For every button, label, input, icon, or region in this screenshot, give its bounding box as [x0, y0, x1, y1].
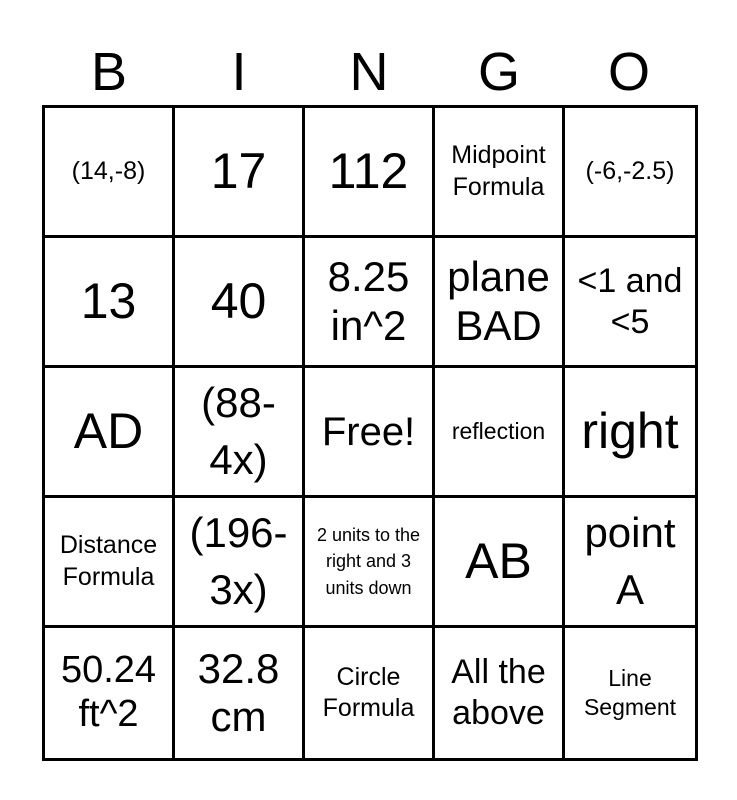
cell-text: 50.24 ft^2 [60, 649, 157, 735]
cell-text: 8.25 in^2 [327, 253, 410, 349]
bingo-cell[interactable] [305, 238, 435, 368]
cell-text: reflection [451, 418, 546, 445]
bingo-cell[interactable] [565, 108, 695, 238]
cell-text: 17 [210, 142, 267, 199]
cell-text: AD [73, 402, 144, 459]
cell-text: (-6,-2.5) [585, 156, 675, 185]
cell-text: Distance Formula [59, 531, 158, 591]
bingo-cell[interactable] [565, 238, 695, 368]
cell-text: Free! [321, 409, 416, 454]
bingo-cell[interactable] [435, 498, 565, 628]
cell-text: Circle Formula [322, 662, 415, 722]
bingo-cell[interactable] [305, 108, 435, 238]
cell-text: plane BAD [447, 253, 550, 349]
cell-text: (14,-8) [71, 156, 146, 185]
bingo-board [42, 105, 698, 761]
bingo-cell[interactable] [565, 498, 695, 628]
bingo-cell[interactable] [435, 108, 565, 238]
cell-text: All the above [451, 653, 546, 732]
bingo-cell[interactable] [45, 628, 175, 758]
cell-text: Midpoint Formula [451, 141, 546, 201]
header-letter-b: B [90, 42, 128, 102]
cell-text: point A [584, 508, 676, 613]
bingo-cell[interactable] [435, 238, 565, 368]
cell-text: Line Segment [583, 665, 677, 720]
bingo-cell[interactable] [175, 498, 305, 628]
bingo-header [44, 40, 694, 104]
bingo-cell[interactable] [45, 238, 175, 368]
bingo-cell[interactable] [175, 368, 305, 498]
cell-text: <1 and <5 [577, 261, 683, 341]
bingo-cell[interactable] [305, 368, 435, 498]
cell-text: (196-3x) [189, 508, 288, 613]
bingo-cell[interactable] [305, 498, 435, 628]
bingo-cell[interactable] [45, 368, 175, 498]
bingo-cell[interactable] [565, 628, 695, 758]
cell-text: 112 [328, 142, 409, 199]
cell-text: AB [465, 532, 532, 589]
bingo-cell[interactable] [305, 628, 435, 758]
bingo-grid [45, 108, 695, 758]
cell-text: 40 [210, 272, 267, 329]
cell-text: 13 [80, 272, 137, 329]
header-letter-n: N [349, 42, 389, 102]
bingo-cell[interactable] [565, 368, 695, 498]
bingo-cell[interactable] [435, 368, 565, 498]
bingo-cell[interactable] [435, 628, 565, 758]
cell-text: 32.8 cm [197, 644, 280, 740]
cell-text: right [581, 402, 679, 459]
bingo-cell[interactable] [45, 108, 175, 238]
cell-text: (88-4x) [201, 378, 276, 483]
bingo-cell[interactable] [45, 498, 175, 628]
header-letter-o: O [607, 42, 650, 102]
cell-text: 2 units to the right and 3 units down [316, 525, 421, 598]
bingo-cell[interactable] [175, 238, 305, 368]
header-letter-i: I [231, 42, 247, 102]
bingo-cell[interactable] [175, 108, 305, 238]
bingo-cell[interactable] [175, 628, 305, 758]
header-letter-g: G [477, 42, 520, 102]
